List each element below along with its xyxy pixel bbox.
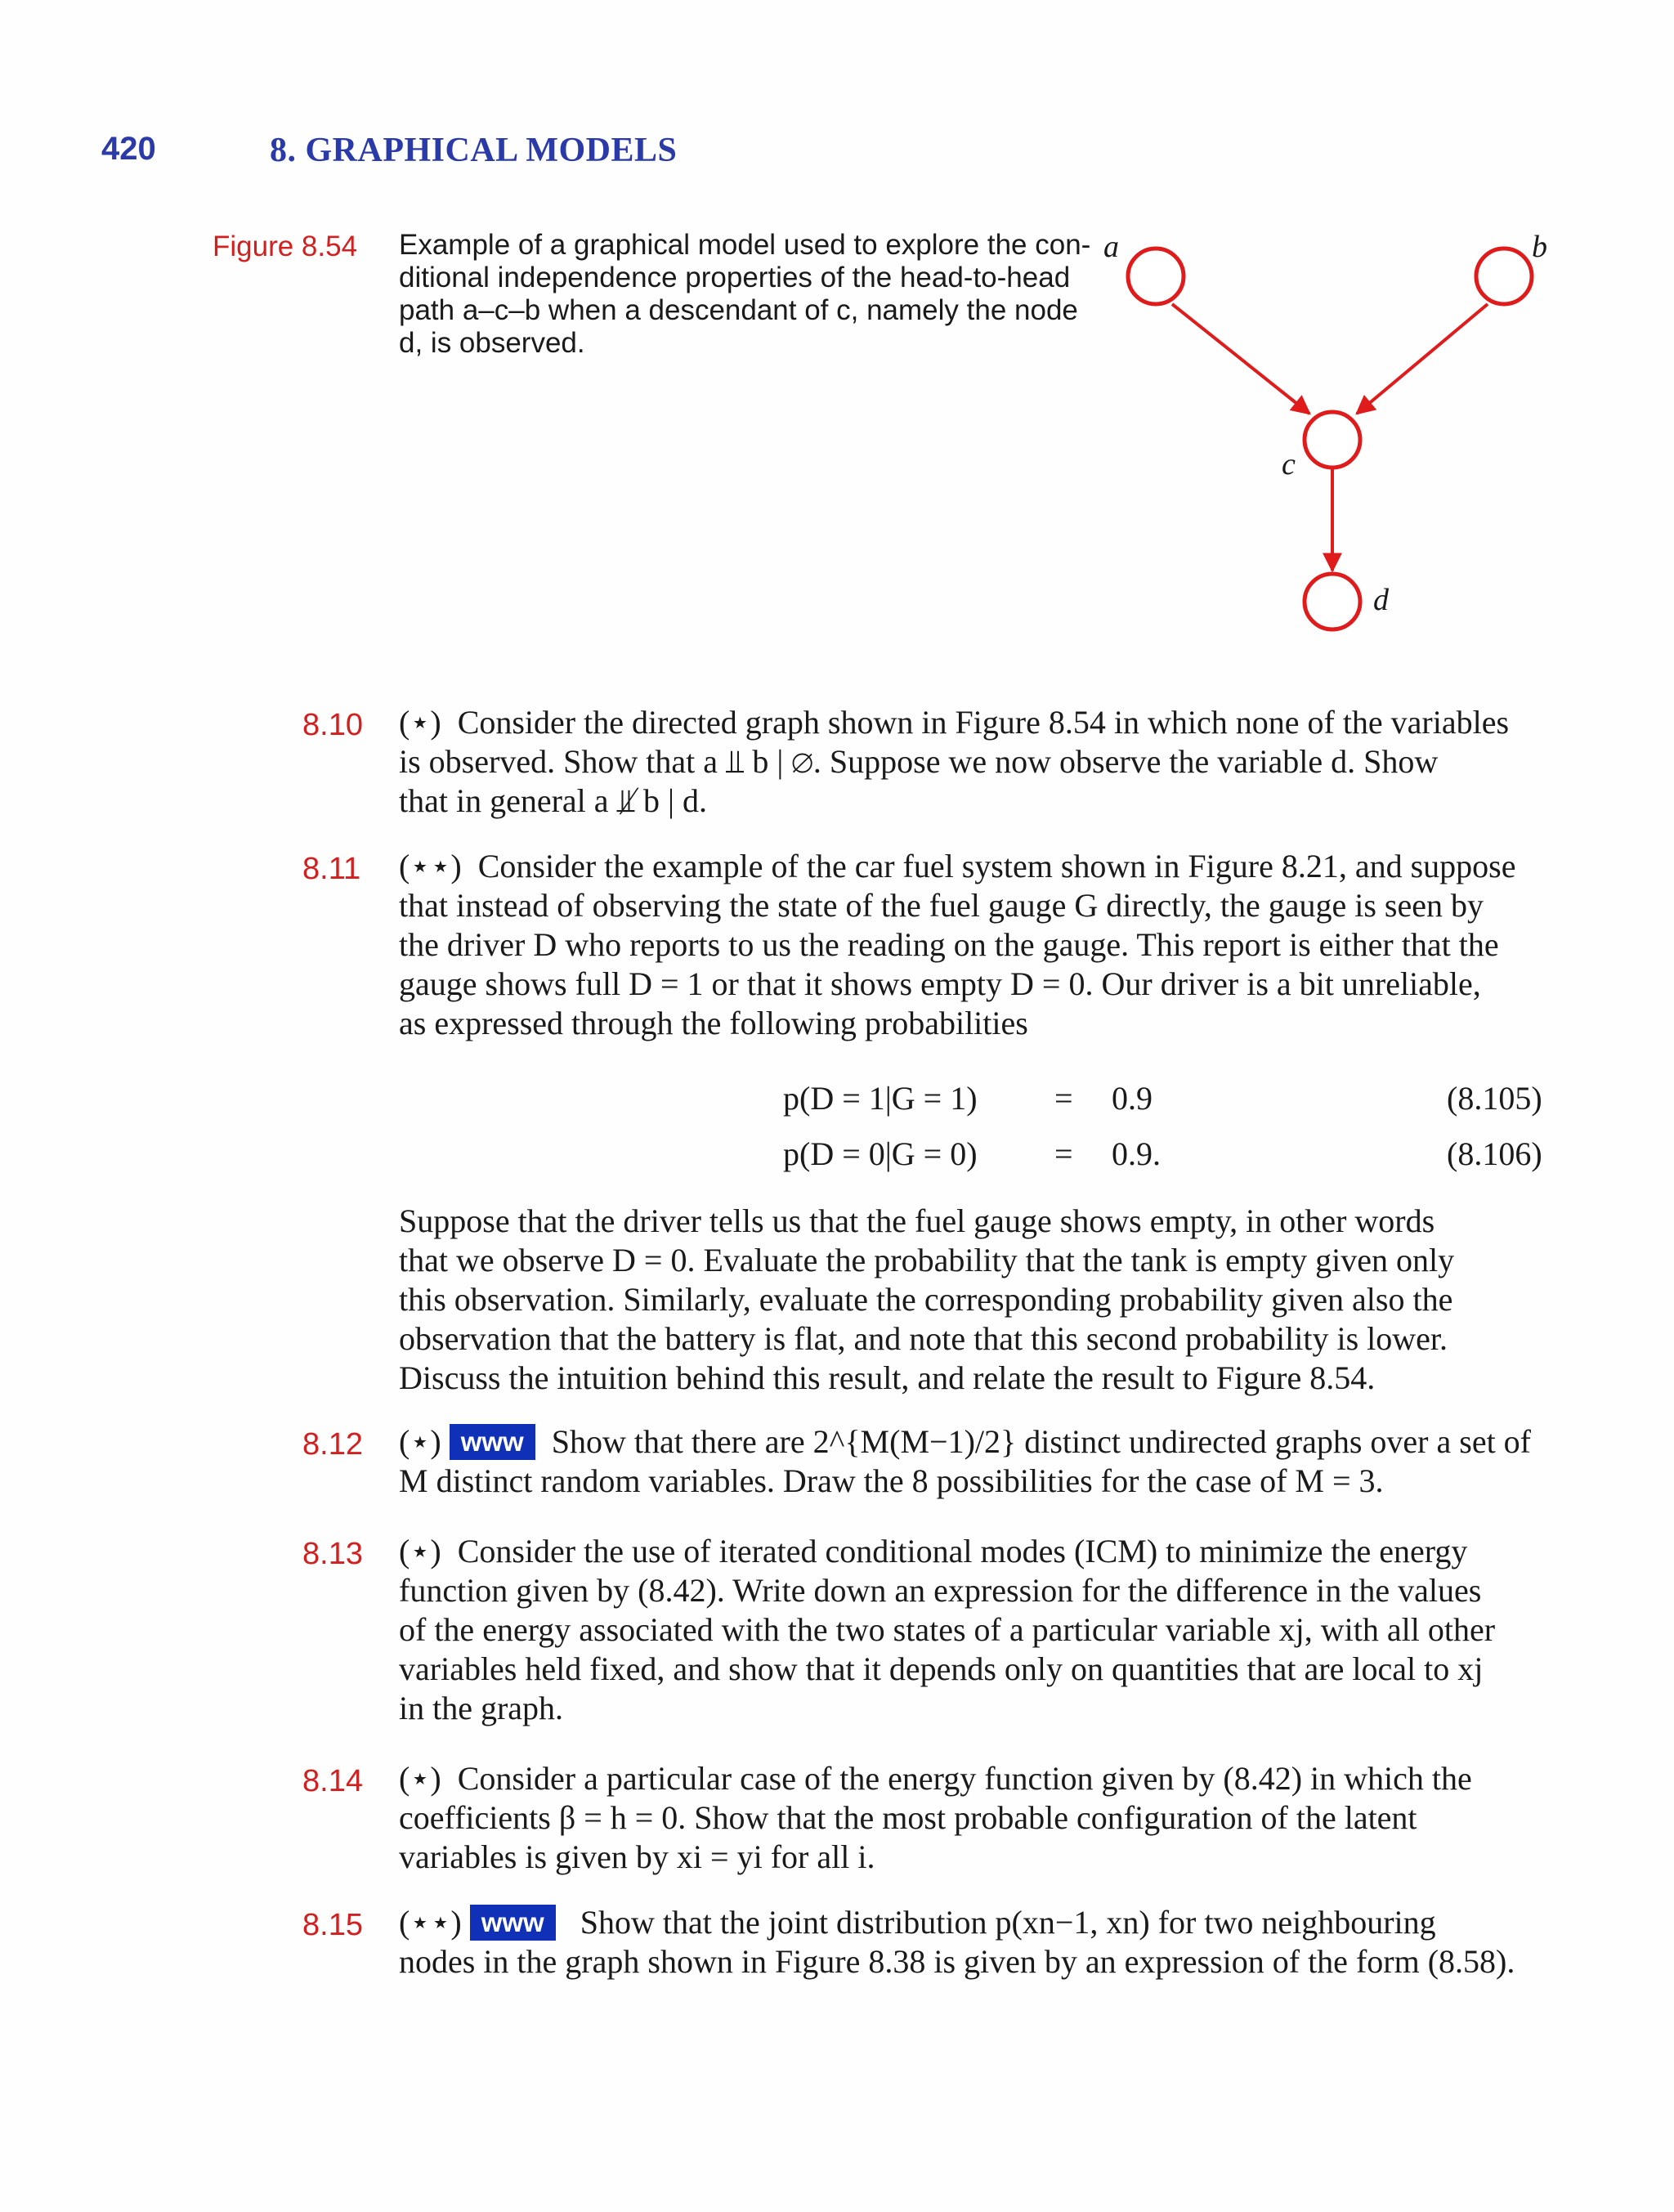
exercise-body (399, 847, 1557, 1043)
exercise-body (399, 1759, 1557, 1877)
stars: (⋆) (399, 704, 441, 741)
node-d (1305, 574, 1360, 629)
equation-rhs: 0.9. (1112, 1135, 1161, 1172)
equation-tag: (8.106) (1447, 1135, 1542, 1172)
exercise-body (399, 1422, 1557, 1501)
exercise-number: 8.10 (302, 708, 363, 742)
stars: (⋆) (399, 1423, 441, 1460)
node-a-label: a (1103, 230, 1119, 264)
node-c-label: c (1282, 447, 1296, 481)
text-line: M distinct random variables. Draw the 8 possibilities for the case of M = 3. (399, 1462, 1384, 1499)
www-badge[interactable]: www (470, 1905, 556, 1941)
text-line: variables is given by xi = yi for all i. (399, 1838, 875, 1875)
text-line: Consider a particular case of the energy function given by (8.42) in which the (457, 1760, 1472, 1797)
node-b (1476, 249, 1532, 304)
edge-a-c (1172, 304, 1309, 414)
text-line: this observation. Similarly, evaluate the corresponding probability given also the (399, 1281, 1453, 1318)
exercise-number: 8.13 (302, 1537, 363, 1571)
text-line: Consider the example of the car fuel system shown in Figure 8.21, and suppose (477, 848, 1516, 884)
stars: (⋆⋆) (399, 1904, 462, 1941)
exercise-number: 8.14 (302, 1764, 363, 1798)
graphical-model-diagram (1103, 221, 1545, 654)
text-line: Suppose that the driver tells us that the fuel gauge shows empty, in other words (399, 1202, 1435, 1239)
text-line: nodes in the graph shown in Figure 8.38 is given by an expression of the form (8.58). (399, 1943, 1515, 1980)
text-line: is observed. Show that a ⫫ b | ∅. Suppose we now observe the variable d. Show (399, 743, 1439, 780)
text-line: function given by (8.42). Write down an expression for the difference in the values (399, 1572, 1482, 1609)
equation-lhs: p(D = 1|G = 1) (783, 1080, 978, 1117)
text-line: that we observe D = 0. Evaluate the probability that the tank is empty given only (399, 1242, 1455, 1278)
text-line: that in general a ⫫̸ b | d. (399, 782, 708, 819)
stars: (⋆) (399, 1760, 441, 1797)
text-line: gauge shows full D = 1 or that it shows empty D = 0. Our driver is a bit unreliable, (399, 965, 1481, 1002)
edge-b-c (1357, 304, 1488, 414)
equation-tag: (8.105) (1447, 1080, 1542, 1117)
node-d-label: d (1373, 583, 1389, 617)
text-line: of the energy associated with the two states of a particular variable xj, with all other (399, 1611, 1496, 1648)
equation-lhs: p(D = 0|G = 0) (783, 1135, 978, 1172)
chapter-title: 8. GRAPHICAL MODELS (270, 132, 678, 169)
text-line: Consider the directed graph shown in Figure 8.54 in which none of the variables (457, 704, 1510, 741)
page-number: 420 (101, 131, 156, 167)
node-a (1128, 249, 1184, 304)
caption-line: d, is observed. (399, 327, 585, 359)
figure-caption (399, 229, 1102, 360)
equation-rel: = (1054, 1080, 1073, 1117)
node-c (1305, 412, 1360, 468)
text-line: Discuss the intuition behind this result, and relate the result to Figure 8.54. (399, 1359, 1376, 1396)
exercise-number: 8.12 (302, 1427, 363, 1462)
caption-line: Example of a graphical model used to explore the con- (399, 229, 1091, 261)
exercise-body (399, 1903, 1557, 1981)
exercise-body (399, 1532, 1557, 1728)
text-line: Show that the joint distribution p(xn−1, xn) for two neighbouring (580, 1904, 1436, 1941)
equation-rel: = (1054, 1135, 1073, 1172)
node-b-label: b (1532, 230, 1547, 264)
text-line: observation that the battery is flat, and note that this second probability is lower. (399, 1320, 1448, 1357)
text-line: in the graph. (399, 1690, 564, 1726)
exercise-body (399, 1202, 1557, 1398)
text-line: coefficients β = h = 0. Show that the most probable configuration of the latent (399, 1799, 1417, 1836)
text-line: Consider the use of iterated conditional modes (ICM) to minimize the energy (457, 1533, 1468, 1569)
text-line: variables held fixed, and show that it depends only on quantities that are local to xj (399, 1650, 1484, 1687)
exercise-number: 8.11 (302, 852, 361, 886)
caption-line: ditional independence properties of the head-to-head (399, 262, 1071, 293)
text-line: as expressed through the following probabilities (399, 1005, 1028, 1041)
stars: (⋆⋆) (399, 848, 462, 884)
www-badge[interactable]: www (450, 1424, 535, 1460)
caption-line: path a–c–b when a descendant of c, namely the node (399, 294, 1078, 326)
stars: (⋆) (399, 1533, 441, 1569)
text-line: the driver D who reports to us the reading on the gauge. This report is either that the (399, 926, 1499, 963)
exercise-body (399, 703, 1557, 821)
equation-rhs: 0.9 (1112, 1080, 1153, 1117)
text-line: Show that there are 2^{M(M−1)/2} distinct undirected graphs over a set of (551, 1423, 1532, 1460)
text-line: that instead of observing the state of the fuel gauge G directly, the gauge is seen by (399, 887, 1484, 924)
figure-label: Figure 8.54 (213, 231, 358, 262)
exercise-number: 8.15 (302, 1908, 363, 1942)
